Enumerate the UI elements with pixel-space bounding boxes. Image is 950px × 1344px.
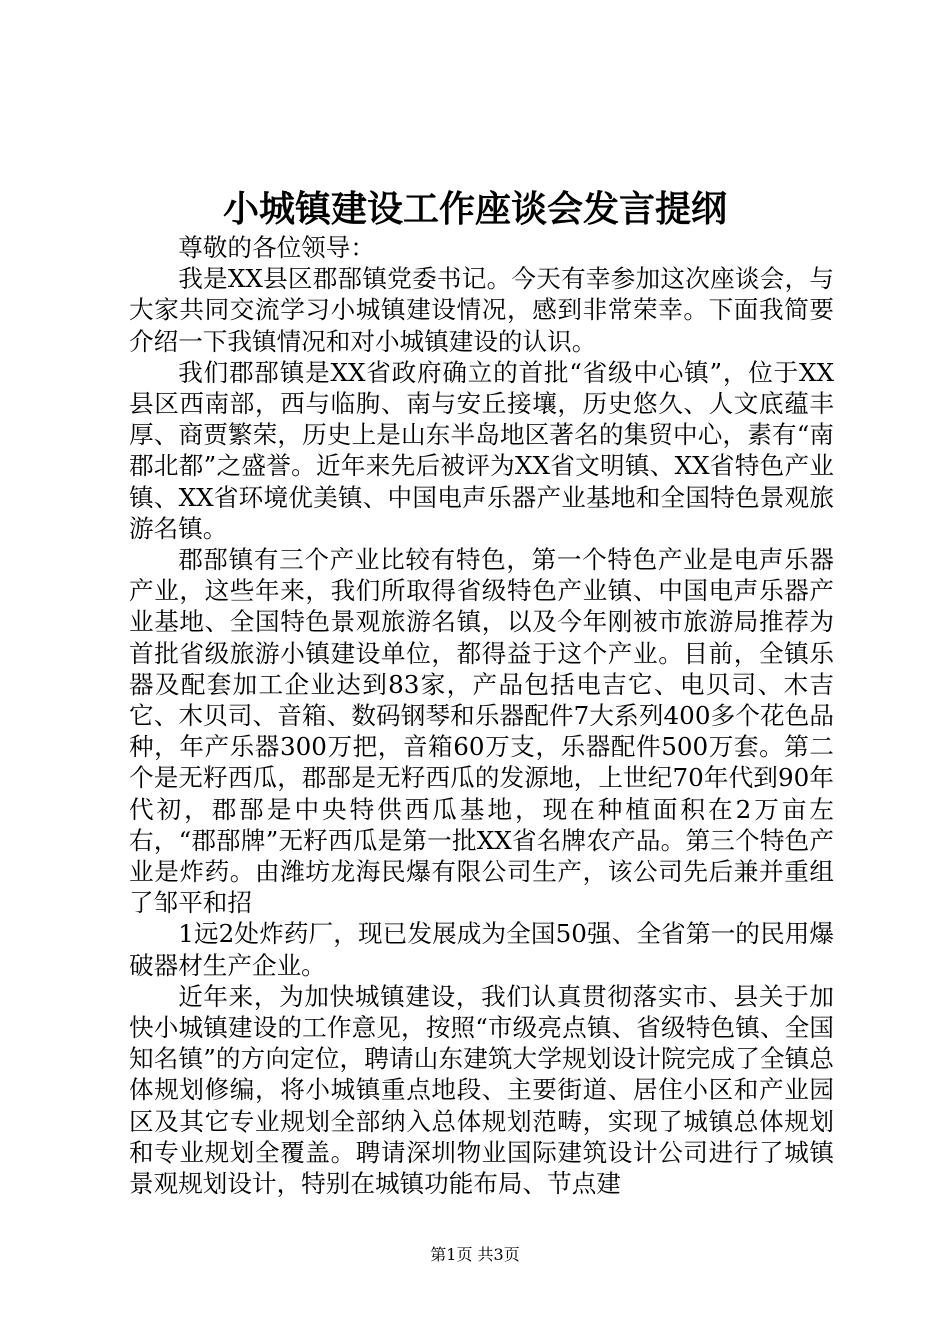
salutation: 尊敬的各位领导： <box>178 233 375 262</box>
paragraph: 郡郚镇有三个产业比较有特色，第一个特色产业是电声乐器产业，这些年来，我们所取得省级特色产业镇、中国电声乐器产业基地、全国特色景观旅游名镇，以及今年刚被市旅游局推荐为首批省级旅游小镇建设单位，都得益于这个产业。目前，全镇乐器及配套加工企业达到83家，产品包括电吉它、电贝司、木吉它、木贝司、音箱、数码钢琴和乐器配件7大系列400多个花色品种，年产乐器300万把，音箱60万支，乐器配件500万套。第二个是无籽西瓜，郡郚是无籽西瓜的发源地，上世纪70年代到90年代初，郡郚是中央特供西瓜基地，现在种植面积在2万亩左右，“郡郚牌”无籽西瓜是第一批XX省名牌农产品。第三个特色产业是炸药。由潍坊龙海民爆有限公司生产，该公司先后兼并重组了邹平和招 <box>129 545 834 918</box>
document-body <box>129 232 834 1199</box>
paragraph: 我们郡郚镇是XX省政府确立的首批“省级中心镇”，位于XX县区西南部，西与临朐、南与安丘接壤，历史悠久、人文底蕴丰厚、商贾繁荣，历史上是山东半岛地区著名的集贸中心，素有“南郡北都”之盛誉。近年来先后被评为XX省文明镇、XX省特色产业镇、XX省环境优美镇、中国电声乐器产业基地和全国特色景观旅游名镇。 <box>129 357 834 543</box>
paragraph: 我是XX县区郡郚镇党委书记。今天有幸参加这次座谈会，与大家共同交流学习小城镇建设情况，感到非常荣幸。下面我简要介绍一下我镇情况和对小城镇建设的认识。 <box>129 264 834 356</box>
page-footer: 第1页 共3页 <box>430 1245 520 1264</box>
paragraph: 近年来，为加快城镇建设，我们认真贯彻落实市、县关于加快小城镇建设的工作意见，按照“市级亮点镇、省级特色镇、全国知名镇”的方向定位，聘请山东建筑大学规划设计院完成了全镇总体规划修编，将小城镇重点地段、主要街道、居住小区和产业园区及其它专业规划全部纳入总体规划范畴，实现了城镇总体规划和专业规划全覆盖。聘请深圳物业国际建筑设计公司进行了城镇景观规划设计，特别在城镇功能布局、节点建 <box>129 981 834 1199</box>
paragraph: 1远2处炸药厂，现已发展成为全国50强、全省第一的民用爆破器材生产企业。 <box>129 919 834 980</box>
document-title: 小城镇建设工作座谈会发言提纲 <box>222 188 727 230</box>
